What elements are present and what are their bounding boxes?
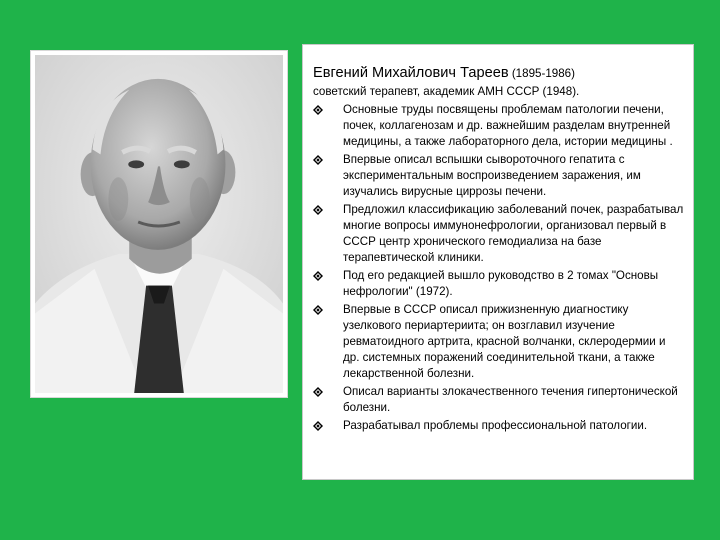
diamond-bullet-icon — [313, 421, 323, 431]
fact-text: Предложил классификацию заболеваний почек, разрабатывал многие вопросы иммунонефрологии, организовал первый в СССР центр хронического гемодиализа на базе терапевтической клиники. — [343, 203, 684, 264]
diamond-bullet-icon — [313, 387, 323, 397]
portrait-photo — [35, 55, 283, 393]
fact-text: Впервые описал вспышки сывороточного гепатита с экспериментальным воспроизведением заражения, им изучались вирусные циррозы печени. — [343, 153, 641, 198]
fact-text: Впервые в СССР описал прижизненную диагностику узелкового периартериита; он возглавил изучение ревматоидного артрита, красной волчанки, склеродермии и др. системных поражений соединительной ткани, а также лекарственной болезни. — [343, 303, 666, 380]
diamond-bullet-icon — [313, 105, 323, 115]
diamond-bullet-icon — [313, 271, 323, 281]
fact-text: Описал варианты злокачественного течения гипертонической болезни. — [343, 385, 678, 414]
person-name: Евгений Михайлович Тареев — [313, 65, 509, 81]
fact-item — [313, 102, 685, 150]
fact-item — [313, 418, 685, 434]
diamond-bullet-icon — [313, 305, 323, 315]
facts-list — [313, 102, 685, 434]
diamond-bullet-icon — [313, 155, 323, 165]
person-description: советский терапевт, академик АМН СССР (1948). — [313, 85, 580, 98]
fact-item — [313, 152, 685, 200]
life-years: (1895-1986) — [511, 67, 575, 80]
fact-text: Под его редакцией вышло руководство в 2 томах "Основы нефрологии" (1972). — [343, 269, 659, 298]
biography-panel — [302, 44, 694, 480]
fact-text: Разрабатывал проблемы профессиональной патологии. — [343, 419, 648, 432]
portrait-photo-placeholder — [35, 55, 283, 393]
fact-text: Основные труды посвящены проблемам патологии печени, почек, коллагенозам и др. важнейшим разделам внутренней медицины, а также лабораторного дела, истории медицины . — [343, 103, 673, 148]
fact-item — [313, 302, 685, 382]
diamond-bullet-icon — [313, 205, 323, 215]
fact-item — [313, 202, 685, 266]
portrait-frame — [30, 50, 288, 398]
fact-item — [313, 268, 685, 300]
fact-item — [313, 384, 685, 416]
biography-heading — [313, 65, 685, 82]
